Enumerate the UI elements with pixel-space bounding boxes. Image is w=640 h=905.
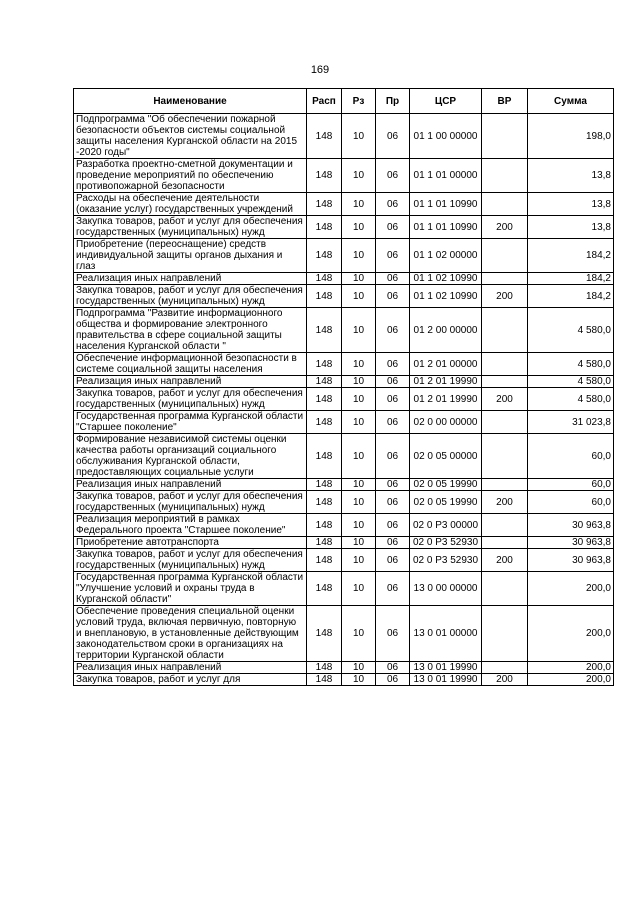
- cell-name: Реализация иных направлений: [74, 273, 307, 285]
- cell-sum: 30 963,8: [528, 514, 614, 537]
- cell-rz: 10: [342, 239, 376, 273]
- cell-rasp: 148: [307, 537, 342, 549]
- cell-rz: 10: [342, 606, 376, 662]
- cell-sum: 184,2: [528, 239, 614, 273]
- cell-rz: 10: [342, 376, 376, 388]
- cell-csr: 01 2 00 00000: [410, 308, 482, 353]
- cell-name: Закупка товаров, работ и услуг для обеспечения государственных (муниципальных) нужд: [74, 491, 307, 514]
- cell-name: Приобретение (переоснащение) средств индивидуальной защиты органов дыхания и глаз: [74, 239, 307, 273]
- cell-csr: 02 0 P3 00000: [410, 514, 482, 537]
- cell-pr: 06: [376, 376, 410, 388]
- cell-pr: 06: [376, 606, 410, 662]
- cell-pr: 06: [376, 491, 410, 514]
- cell-name: Государственная программа Курганской области "Улучшение условий и охраны труда в Курганской области": [74, 572, 307, 606]
- table-row: [74, 239, 614, 273]
- cell-rasp: 148: [307, 674, 342, 686]
- cell-sum: 4 580,0: [528, 376, 614, 388]
- cell-rz: 10: [342, 114, 376, 159]
- cell-sum: 184,2: [528, 273, 614, 285]
- table-row: [74, 285, 614, 308]
- table-row: [74, 114, 614, 159]
- cell-rasp: 148: [307, 273, 342, 285]
- cell-vr: [482, 434, 528, 479]
- cell-rz: 10: [342, 388, 376, 411]
- cell-pr: 06: [376, 662, 410, 674]
- cell-rasp: 148: [307, 193, 342, 216]
- cell-csr: 13 0 01 19990: [410, 662, 482, 674]
- cell-sum: 30 963,8: [528, 549, 614, 572]
- cell-vr: [482, 239, 528, 273]
- cell-name: Подпрограмма "Развитие информационного общества и формирование электронного правительства в сфере социальной защиты населения Курганской области ": [74, 308, 307, 353]
- cell-name: Обеспечение информационной безопасности в системе социальной защиты населения: [74, 353, 307, 376]
- header-sum: Сумма: [528, 89, 614, 114]
- cell-csr: 13 0 00 00000: [410, 572, 482, 606]
- cell-csr: 02 0 P3 52930: [410, 537, 482, 549]
- cell-name: Реализация иных направлений: [74, 662, 307, 674]
- cell-sum: 200,0: [528, 662, 614, 674]
- cell-rz: 10: [342, 411, 376, 434]
- cell-pr: 06: [376, 193, 410, 216]
- cell-rasp: 148: [307, 411, 342, 434]
- cell-pr: 06: [376, 514, 410, 537]
- cell-vr: [482, 273, 528, 285]
- cell-rz: 10: [342, 549, 376, 572]
- cell-sum: 4 580,0: [528, 353, 614, 376]
- cell-pr: 06: [376, 285, 410, 308]
- cell-pr: 06: [376, 537, 410, 549]
- table-row: [74, 388, 614, 411]
- header-csr: ЦСР: [410, 89, 482, 114]
- cell-rz: 10: [342, 193, 376, 216]
- cell-sum: 60,0: [528, 434, 614, 479]
- cell-rasp: 148: [307, 572, 342, 606]
- cell-pr: 06: [376, 434, 410, 479]
- cell-sum: 200,0: [528, 674, 614, 686]
- header-rasp: Расп: [307, 89, 342, 114]
- cell-name: Государственная программа Курганской области "Старшее поколение": [74, 411, 307, 434]
- cell-rasp: 148: [307, 216, 342, 239]
- cell-pr: 06: [376, 479, 410, 491]
- cell-name: Реализация иных направлений: [74, 376, 307, 388]
- table-row: [74, 159, 614, 193]
- cell-sum: 200,0: [528, 606, 614, 662]
- cell-rasp: 148: [307, 114, 342, 159]
- cell-vr: [482, 193, 528, 216]
- cell-name: Реализация мероприятий в рамках Федерального проекта "Старшее поколение": [74, 514, 307, 537]
- cell-sum: 31 023,8: [528, 411, 614, 434]
- cell-vr: 200: [482, 674, 528, 686]
- cell-csr: 02 0 00 00000: [410, 411, 482, 434]
- table-row: [74, 273, 614, 285]
- cell-name: Закупка товаров, работ и услуг для: [74, 674, 307, 686]
- cell-rasp: 148: [307, 308, 342, 353]
- cell-csr: 01 1 02 10990: [410, 273, 482, 285]
- cell-csr: 01 1 01 10990: [410, 216, 482, 239]
- cell-csr: 01 1 01 10990: [410, 193, 482, 216]
- table-row: [74, 662, 614, 674]
- table-header-row: [74, 89, 614, 114]
- cell-pr: 06: [376, 273, 410, 285]
- table-row: [74, 434, 614, 479]
- cell-vr: [482, 114, 528, 159]
- cell-csr: 13 0 01 00000: [410, 606, 482, 662]
- cell-name: Закупка товаров, работ и услуг для обеспечения государственных (муниципальных) нужд: [74, 388, 307, 411]
- cell-sum: 4 580,0: [528, 308, 614, 353]
- cell-rz: 10: [342, 273, 376, 285]
- table-row: [74, 479, 614, 491]
- cell-rasp: 148: [307, 376, 342, 388]
- cell-sum: 13,8: [528, 159, 614, 193]
- cell-vr: [482, 411, 528, 434]
- table-row: [74, 376, 614, 388]
- table-row: [74, 674, 614, 686]
- cell-rasp: 148: [307, 285, 342, 308]
- cell-vr: [482, 353, 528, 376]
- cell-rz: 10: [342, 514, 376, 537]
- cell-pr: 06: [376, 674, 410, 686]
- header-name: Наименование: [74, 89, 307, 114]
- cell-vr: [482, 537, 528, 549]
- cell-rasp: 148: [307, 159, 342, 193]
- cell-rz: 10: [342, 285, 376, 308]
- table-row: [74, 353, 614, 376]
- cell-rasp: 148: [307, 549, 342, 572]
- cell-pr: 06: [376, 549, 410, 572]
- cell-rz: 10: [342, 674, 376, 686]
- cell-rasp: 148: [307, 514, 342, 537]
- cell-sum: 30 963,8: [528, 537, 614, 549]
- cell-csr: 01 1 01 00000: [410, 159, 482, 193]
- cell-pr: 06: [376, 159, 410, 193]
- cell-vr: [482, 662, 528, 674]
- cell-name: Закупка товаров, работ и услуг для обеспечения государственных (муниципальных) нужд: [74, 549, 307, 572]
- table-row: [74, 216, 614, 239]
- cell-rz: 10: [342, 353, 376, 376]
- cell-csr: 01 2 01 00000: [410, 353, 482, 376]
- cell-rz: 10: [342, 572, 376, 606]
- cell-sum: 13,8: [528, 193, 614, 216]
- cell-rasp: 148: [307, 388, 342, 411]
- cell-csr: 01 2 01 19990: [410, 388, 482, 411]
- cell-vr: [482, 308, 528, 353]
- cell-name: Приобретение автотранспорта: [74, 537, 307, 549]
- cell-csr: 02 0 05 19990: [410, 479, 482, 491]
- cell-rasp: 148: [307, 239, 342, 273]
- cell-pr: 06: [376, 572, 410, 606]
- cell-pr: 06: [376, 388, 410, 411]
- cell-vr: [482, 514, 528, 537]
- cell-name: Формирование независимой системы оценки качества работы организаций социального обслуживания Курганской области, предоставляющих социальные услуги: [74, 434, 307, 479]
- cell-rasp: 148: [307, 662, 342, 674]
- cell-rz: 10: [342, 159, 376, 193]
- table-row: [74, 193, 614, 216]
- cell-vr: [482, 572, 528, 606]
- cell-csr: 01 1 02 00000: [410, 239, 482, 273]
- cell-vr: 200: [482, 388, 528, 411]
- cell-pr: 06: [376, 239, 410, 273]
- cell-name: Обеспечение проведения специальной оценки условий труда, включая первичную, повторную и внеплановую, в установленные действующим законодательством сроки в организациях на территории Курганской области: [74, 606, 307, 662]
- cell-name: Расходы на обеспечение деятельности (оказание услуг) государственных учреждений: [74, 193, 307, 216]
- cell-sum: 60,0: [528, 491, 614, 514]
- cell-pr: 06: [376, 353, 410, 376]
- table-row: [74, 572, 614, 606]
- cell-csr: 13 0 01 19990: [410, 674, 482, 686]
- cell-pr: 06: [376, 216, 410, 239]
- cell-pr: 06: [376, 114, 410, 159]
- cell-rz: 10: [342, 479, 376, 491]
- cell-rasp: 148: [307, 491, 342, 514]
- cell-vr: 200: [482, 216, 528, 239]
- cell-rasp: 148: [307, 353, 342, 376]
- cell-sum: 13,8: [528, 216, 614, 239]
- cell-rz: 10: [342, 308, 376, 353]
- header-pr: Пр: [376, 89, 410, 114]
- table-row: [74, 549, 614, 572]
- cell-vr: [482, 376, 528, 388]
- cell-rz: 10: [342, 216, 376, 239]
- cell-csr: 01 1 00 00000: [410, 114, 482, 159]
- cell-csr: 02 0 05 00000: [410, 434, 482, 479]
- table-row: [74, 514, 614, 537]
- table-row: [74, 606, 614, 662]
- cell-pr: 06: [376, 308, 410, 353]
- cell-rasp: 148: [307, 606, 342, 662]
- cell-sum: 184,2: [528, 285, 614, 308]
- cell-name: Закупка товаров, работ и услуг для обеспечения государственных (муниципальных) нужд: [74, 216, 307, 239]
- table-row: [74, 411, 614, 434]
- cell-rz: 10: [342, 491, 376, 514]
- cell-vr: [482, 159, 528, 193]
- cell-rasp: 148: [307, 434, 342, 479]
- cell-sum: 198,0: [528, 114, 614, 159]
- cell-name: Подпрограмма "Об обеспечении пожарной безопасности объектов системы социальной защиты населения Курганской области на 2015 -2020 годы": [74, 114, 307, 159]
- budget-table: [73, 88, 614, 686]
- cell-vr: 200: [482, 549, 528, 572]
- page-number: 169: [310, 64, 330, 76]
- cell-sum: 60,0: [528, 479, 614, 491]
- cell-vr: 200: [482, 285, 528, 308]
- cell-rz: 10: [342, 434, 376, 479]
- cell-name: Разработка проектно-сметной документации и проведение мероприятий по обеспечению противопожарной безопасности: [74, 159, 307, 193]
- header-vr: ВР: [482, 89, 528, 114]
- header-rz: Рз: [342, 89, 376, 114]
- cell-vr: [482, 479, 528, 491]
- cell-vr: [482, 606, 528, 662]
- table-row: [74, 308, 614, 353]
- cell-sum: 4 580,0: [528, 388, 614, 411]
- cell-csr: 01 2 01 19990: [410, 376, 482, 388]
- cell-rz: 10: [342, 537, 376, 549]
- cell-csr: 02 0 P3 52930: [410, 549, 482, 572]
- cell-rasp: 148: [307, 479, 342, 491]
- cell-name: Реализация иных направлений: [74, 479, 307, 491]
- cell-sum: 200,0: [528, 572, 614, 606]
- cell-vr: 200: [482, 491, 528, 514]
- cell-rz: 10: [342, 662, 376, 674]
- cell-pr: 06: [376, 411, 410, 434]
- cell-csr: 02 0 05 19990: [410, 491, 482, 514]
- cell-name: Закупка товаров, работ и услуг для обеспечения государственных (муниципальных) нужд: [74, 285, 307, 308]
- table-row: [74, 537, 614, 549]
- table-row: [74, 491, 614, 514]
- cell-csr: 01 1 02 10990: [410, 285, 482, 308]
